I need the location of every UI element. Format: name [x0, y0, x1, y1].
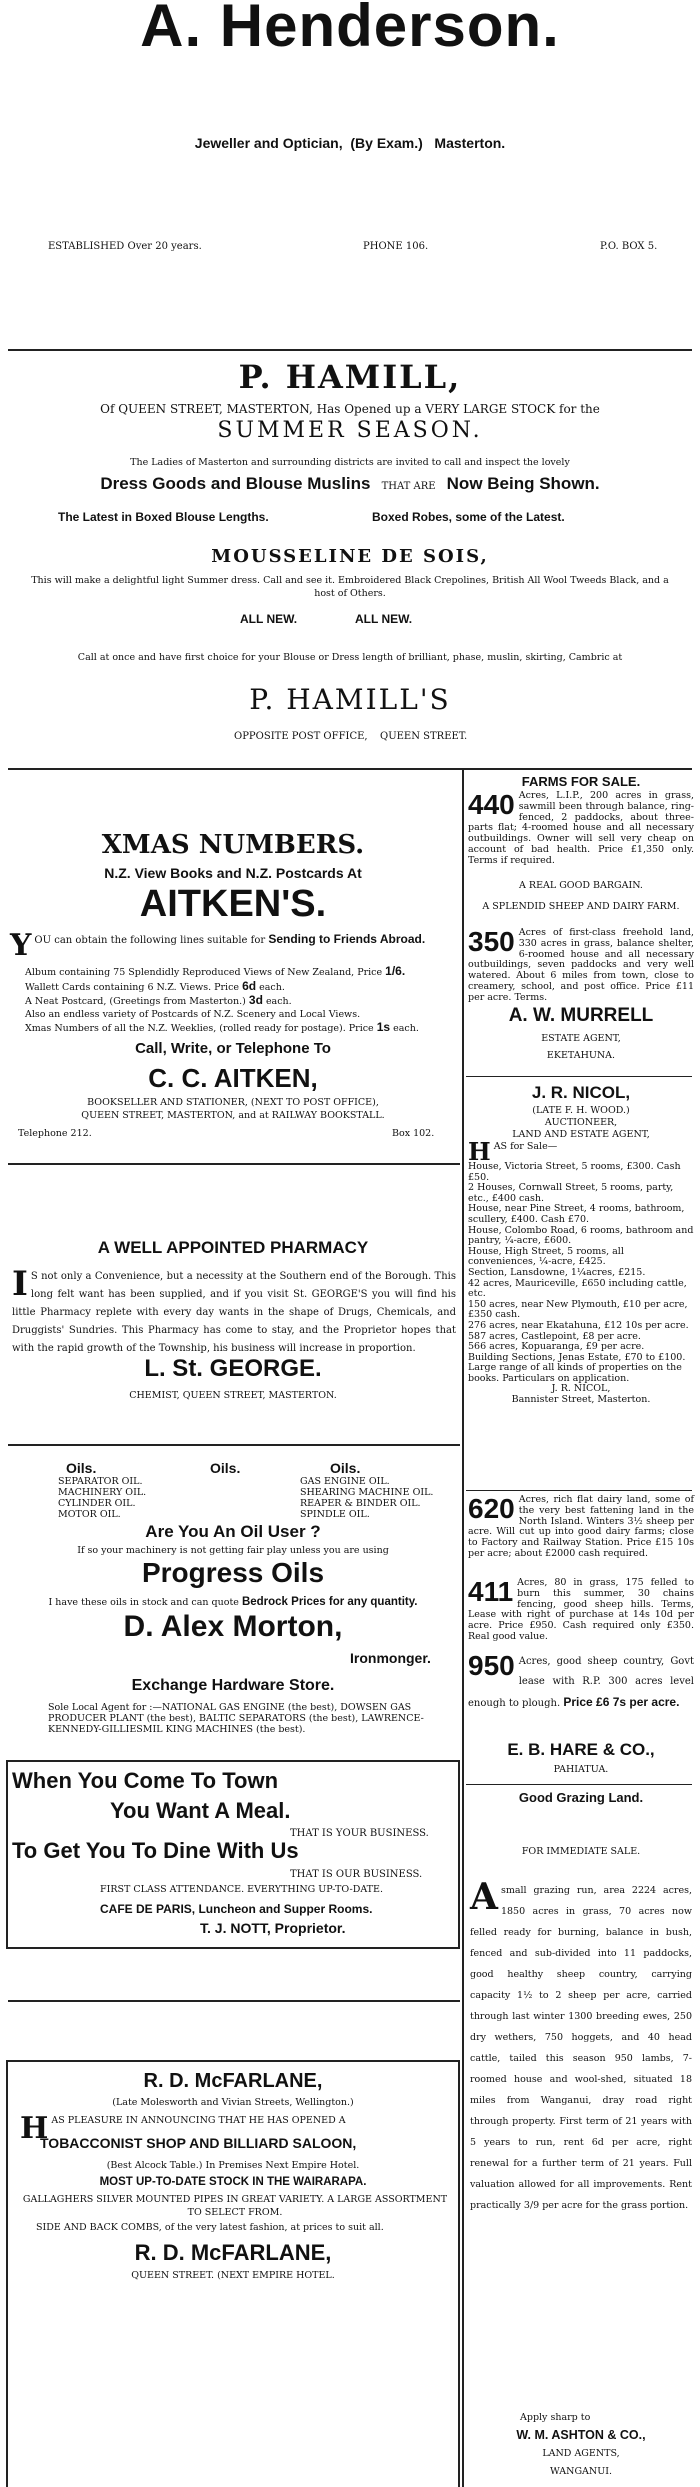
hare-n1: 620: [468, 1493, 515, 1524]
mcfarlane-late: (Late Molesworth and Vivian Streets, Wellington.): [112, 2097, 354, 2108]
ashton-heading: Good Grazing Land.: [518, 1790, 644, 1805]
henderson-name: A. Henderson.: [140, 0, 560, 59]
hamill-mousseline: MOUSSELINE DE SOIS,: [211, 546, 489, 567]
hare-n3: 950: [468, 1650, 515, 1681]
aitken-l3b: 3d: [248, 993, 263, 1007]
divider: [466, 1490, 692, 1491]
murrell-n1: 440: [468, 789, 515, 820]
murrell-t1: Acres, L.I.P., 200 acres in grass, sawmill been through balance, ring-fenced, 2 paddocks, about three-parts flat; 4-roomed house and all necessary outbuildings. Owner will sell very cheap on account of bad health. Price £1,350 only. Terms if required.: [468, 790, 694, 866]
aitken-intro-a: OU can obtain the following lines suitable for: [34, 935, 266, 946]
mcfarlane-name: R. D. McFARLANE,: [143, 2070, 323, 2092]
ashton-name: W. M. ASHTON & CO.,: [516, 2428, 646, 2442]
hare-t1: Acres, rich flat dairy land, some of the very best fattening land in the North Island. Winters 3½ sheep per acre. Will cut up into good dairy farms; close to Factory and Railway Station. Price £15 10s per acre; about £2000 cash required.: [468, 1494, 694, 1559]
murrell-listing-2: [468, 928, 694, 1004]
hamill-name: P. HAMILL,: [238, 358, 462, 396]
murrell-name: A. W. MURRELL: [508, 1005, 654, 1026]
murrell-listing-1: [468, 791, 694, 867]
ashton-sale: FOR IMMEDIATE SALE.: [521, 1846, 641, 1857]
mcfarlane-stock: MOST UP-TO-DATE STOCK IN THE WAIRARAPA.: [99, 2176, 367, 2188]
murrell-t2: Acres of first-class freehold land, 330 acres in grass, balance shelter, 6-roomed house and all necessary outbuildings, seven paddocks and very well watered. About 6 miles from town, close to creamery, school, and post office. Price £11 per acre. Terms.: [468, 927, 694, 1003]
list-item: House, High Street, 5 rooms, all conveniences, ¼-acre, £425.: [468, 1245, 624, 1268]
nott-l8: T. J. NOTT, Proprietor.: [200, 1920, 346, 1936]
hamill-latest-b: Boxed Robes, some of the Latest.: [372, 510, 565, 524]
list-item: Section, Lansdowne, 1¼acres, £215.: [468, 1266, 646, 1278]
murrell-heading: FARMS FOR SALE.: [521, 774, 641, 789]
divider: [8, 768, 692, 770]
aitken-l5a: Xmas Numbers of all the N.Z. Weeklies, (rolled ready for postage). Price: [25, 1023, 374, 1034]
mcfarlane-shop: TOBACCONIST SHOP AND BILLIARD SALOON,: [40, 2135, 357, 2151]
ashton-body: small grazing run, area 2224 acres, 1850 acres in grass, 70 acres now felled ready for burning, balance in bush, fenced and sub-divided into 11 paddocks, good healthy sheep country, carrying capacity 1½ to 2 sheep per acre, carried through last winter 1300 breeding ewes, 250 dry wethers, 750 hoggets, and 40 head cattle, tailed this season 950 lambs, 7-roomed house and wool-shed, situated 18 miles from Wanganui, dray road right through property. First term of 21 years with 5 years to run, rent 6d per acre, right renewal for a further term of 21 years. Full valuation allowed for all improvements. Rent practically 3/9 per acre for the grass portion.: [470, 1885, 692, 2211]
list-item: Building Sections, Jenas Estate, £70 to £100.: [468, 1351, 686, 1363]
aitken-l2b: 6d: [242, 978, 257, 993]
divider: [8, 1444, 460, 1446]
nott-l4: To Get You To Dine With Us: [12, 1838, 299, 1863]
oil-item: MACHINERY OIL.: [58, 1487, 147, 1498]
list-item: 276 acres, near Ekatahuna, £12 10s per acre.: [468, 1319, 689, 1331]
aitken-call: Call, Write, or Telephone To: [135, 1040, 331, 1057]
aitken-heading: XMAS NUMBERS.: [101, 830, 365, 860]
hamill-allnew-a: ALL NEW.: [240, 612, 298, 626]
divider: [8, 349, 692, 351]
nott-l7: CAFE DE PARIS, Luncheon and Supper Rooms.: [100, 1902, 373, 1916]
oil-item: GAS ENGINE OIL.: [300, 1476, 390, 1487]
nicol-dropcap: H: [468, 1137, 491, 1166]
nicol-intro: AS for Sale—: [493, 1141, 558, 1152]
hamill-address-b: QUEEN STREET.: [380, 731, 468, 742]
nott-l1: When You Come To Town: [12, 1768, 279, 1793]
hamill-dress-b: THAT ARE: [381, 481, 436, 492]
oil-item: MOTOR OIL.: [58, 1509, 121, 1520]
aitken-l3a: A Neat Postcard, (Greetings from Masterton.): [25, 996, 246, 1007]
aitken-lines: [25, 965, 455, 1036]
list-item: 2 Houses, Cornwall Street, 5 rooms, party, etc., £400 cash.: [468, 1182, 674, 1204]
nott-l5: THAT IS OUR BUSINESS.: [290, 1869, 423, 1880]
pharmacy-body-block: [12, 1264, 456, 1358]
hare-listing-1: [468, 1495, 694, 1560]
hare-n2: 411: [468, 1576, 514, 1607]
hamill-line4: Call at once and have first choice for your Blouse or Dress length of brilliant, phase, muslin, skirting, Cambric at: [77, 652, 623, 663]
mcfarlane-intro: AS PLEASURE IN ANNOUNCING THAT HE HAS OPENED A: [51, 2115, 346, 2126]
aitken-name: AITKEN'S.: [139, 883, 327, 925]
divider: [466, 1784, 692, 1785]
oil-item: SHEARING MACHINE OIL.: [300, 1487, 434, 1498]
nott-l2: You Want A Meal.: [110, 1798, 291, 1823]
oil-item: REAPER & BINDER OIL.: [300, 1498, 421, 1509]
oils-stock-a: I have these oils in stock and can quote: [48, 1597, 239, 1608]
nott-l3: THAT IS YOUR BUSINESS.: [290, 1828, 429, 1839]
nicol-name: J. R. NICOL,: [531, 1083, 631, 1102]
oil-item: CYLINDER OIL.: [58, 1498, 136, 1509]
aitken-l2a: Wallett Cards containing 6 N.Z. Views. Price: [25, 981, 240, 993]
hamill-season: SUMMER SEASON.: [217, 418, 483, 443]
aitken-tel: Telephone 212.: [18, 1128, 92, 1139]
oils-stock-row: [8, 1596, 458, 1610]
murrell-town: EKETAHUNA.: [546, 1050, 616, 1061]
aitken-l2c: each.: [259, 981, 285, 993]
hamill-address-a: OPPOSITE POST OFFICE,: [234, 731, 368, 742]
nicol-late: (LATE F. H. WOOD.): [532, 1105, 630, 1116]
list-item: House, Colombo Road, 6 rooms, bathroom and pantry, ¼-acre, £600.: [468, 1224, 694, 1247]
hare-listing-3: [468, 1652, 694, 1714]
oils-progress: Progress Oils: [141, 1557, 325, 1588]
henderson-established: ESTABLISHED Over 20 years.: [48, 241, 202, 252]
hamill-latest-a: The Latest in Boxed Blouse Lengths.: [58, 510, 269, 524]
list-item: House, near Pine Street, 4 rooms, bathroom, scullery, £400. Cash £70.: [468, 1203, 685, 1225]
aitken-l3c: each.: [265, 996, 292, 1007]
nott-l6: FIRST CLASS ATTENDANCE. EVERYTHING UP-TO-DATE.: [100, 1884, 383, 1895]
column-divider: [462, 770, 464, 2487]
ashton-apply: Apply sharp to: [520, 2412, 591, 2423]
pharmacy-body: S not only a Convenience, but a necessity at the Southern end of the Borough. This long felt want has been supplied, and if you visit St. GEORGE'S you will find his little Pharmacy replete with every day wants in the shape of Drugs, Chemicals, and Druggists' Sundries. This Pharmacy has come to stay, and the Proprietor hopes that with the rapid growth of the Township, his business will increase in proportion.: [12, 1271, 456, 1354]
hare-t3b: Price £6 7s per acre.: [563, 1695, 680, 1709]
hare-t3: Acres, good sheep country, Govt lease with R.P. 300 acres level enough to plough.: [468, 1656, 694, 1709]
aitken-sub: N.Z. View Books and N.Z. Postcards At: [104, 865, 362, 881]
hare-town: PAHIATUA.: [553, 1764, 609, 1775]
mcfarlane-dropcap: H: [20, 2111, 49, 2146]
oil-item: SEPARATOR OIL.: [58, 1476, 143, 1487]
hamill-line1: Of QUEEN STREET, MASTERTON, Has Opened up a VERY LARGE STOCK for the: [100, 402, 600, 416]
hamill-line2: The Ladies of Masterton and surrounding districts are invited to call and inspect the lovely: [130, 457, 570, 468]
aitken-l5c: each.: [393, 1023, 419, 1034]
hare-name: E. B. HARE & CO.,: [507, 1740, 655, 1759]
nicol-sign: J. R. NICOL,: [551, 1383, 611, 1395]
hamill-allnew-b: ALL NEW.: [355, 612, 413, 626]
oils-store: Exchange Hardware Store.: [131, 1677, 335, 1694]
ashton-town: WANGANUI.: [549, 2466, 612, 2477]
hare-listing-2: [468, 1578, 694, 1643]
oils-q-sub: If so your machinery is not getting fair play unless you are using: [77, 1545, 389, 1556]
nicol-listings: [468, 1137, 694, 1406]
mcfarlane-name2: R. D. McFARLANE,: [134, 2240, 332, 2265]
oils-h1: Oils.: [66, 1460, 97, 1476]
henderson-phone: PHONE 106.: [363, 241, 429, 252]
murrell-title: ESTATE AGENT,: [541, 1033, 621, 1044]
murrell-dairy: A SPLENDID SHEEP AND DAIRY FARM.: [482, 901, 680, 912]
hare-t2: Acres, 80 in grass, 175 felled to burn this summer, 30 chains fencing, good sheep hills. Terms, Lease with right of purchase at 14s 10d per acre. Price £950. Cash required only £350. Real good value.: [468, 1577, 694, 1642]
pharmacy-name: L. St. GEORGE.: [144, 1355, 322, 1382]
ashton-dropcap: A: [470, 1876, 498, 1918]
aitken-l1a: Album containing 75 Splendidly Reproduced Views of New Zealand, Price: [25, 967, 383, 978]
oil-item: SPINDLE OIL.: [300, 1509, 370, 1520]
oils-question: Are You An Oil User ?: [145, 1522, 321, 1541]
list-item: 587 acres, Castlepoint, £8 per acre.: [468, 1330, 641, 1342]
oils-name: D. Alex Morton,: [123, 1610, 343, 1643]
mcfarlane-combs: SIDE AND BACK COMBS, of the very latest fashion, at prices to suit all.: [36, 2222, 384, 2233]
divider: [8, 1163, 460, 1165]
henderson-tagline: Jeweller and Optician, (By Exam.) Masterton.: [194, 135, 506, 151]
aitken-name2: C. C. AITKEN,: [148, 1063, 318, 1093]
nicol-role2: LAND AND ESTATE AGENT,: [512, 1129, 650, 1140]
oils-h3: Oils.: [330, 1460, 361, 1476]
oils-stock-b: Bedrock Prices for any quantity.: [241, 1596, 418, 1608]
oils-agent: Sole Local Agent for :—NATIONAL GAS ENGINE (the best), DOWSEN GAS PRODUCER PLANT (the best), BALTIC SEPARATORS (the best), LAWRENCE-KENNEDY-GILLIESMIL KING MACHINES (the best).: [48, 1702, 424, 1735]
aitken-addr1: BOOKSELLER AND STATIONER, (NEXT TO POST OFFICE),: [87, 1097, 379, 1108]
hamill-dress-a: Dress Goods and Blouse Muslins: [100, 474, 371, 493]
hamill-dress-c: Now Being Shown.: [446, 474, 600, 493]
pharmacy-heading: A WELL APPOINTED PHARMACY: [97, 1238, 369, 1257]
murrell-bargain: A REAL GOOD BARGAIN.: [519, 880, 643, 891]
ashton-role: LAND AGENTS,: [542, 2448, 620, 2459]
aitken-l1b: 1/6.: [385, 964, 406, 978]
divider: [466, 1076, 692, 1077]
list-item: 150 acres, near New Plymouth, £10 per acre, £350 cash.: [468, 1298, 688, 1321]
hamill-name2: P. HAMILL'S: [249, 683, 451, 716]
murrell-n2: 350: [468, 926, 515, 957]
aitken-box: Box 102.: [392, 1128, 435, 1139]
aitken-addr2: QUEEN STREET, MASTERTON, and at RAILWAY BOOKSTALL.: [81, 1110, 385, 1121]
hamill-line3: This will make a delightful light Summer dress. Call and see it. Embroidered Black Crepolines, British All Wool Tweeds Black, and a host of Others.: [31, 575, 669, 599]
mcfarlane-premises: (Best Alcock Table.) In Premises Next Empire Hotel.: [106, 2160, 360, 2171]
nicol-addr: Bannister Street, Masterton.: [511, 1394, 651, 1406]
list-item: 566 acres, Kopuaranga, £9 per acre.: [468, 1341, 645, 1353]
hamill-dress-row: [0, 474, 700, 494]
aitken-intro: [10, 928, 458, 963]
list-item: Large range of all kinds of properties on the books. Particulars on application.: [468, 1362, 682, 1384]
oils-trade: Ironmonger.: [350, 1650, 431, 1666]
oils-h2: Oils.: [210, 1460, 241, 1476]
oils-left-list: [58, 1476, 146, 1520]
mcfarlane-addr: QUEEN STREET. (NEXT EMPIRE HOTEL.: [131, 2270, 335, 2281]
aitken-dropcap: Y: [10, 928, 32, 963]
nicol-role1: AUCTIONEER,: [544, 1117, 618, 1128]
pharmacy-addr: CHEMIST, QUEEN STREET, MASTERTON.: [129, 1390, 337, 1401]
list-item: 42 acres, Mauriceville, £650 including cattle, etc.: [468, 1277, 687, 1300]
henderson-pobox: P.O. BOX 5.: [600, 241, 658, 252]
ashton-body-block: [470, 1876, 692, 2216]
oils-right-list: [300, 1476, 433, 1520]
pharmacy-dropcap: I: [12, 1264, 28, 1304]
aitken-l4: Also an endless variety of Postcards of N.Z. Scenery and Local Views.: [25, 1008, 361, 1020]
divider: [8, 2000, 460, 2002]
mcfarlane-pipes: GALLAGHERS SILVER MOUNTED PIPES IN GREAT VARIETY. A LARGE ASSORTMENT TO SELECT FROM.: [22, 2194, 448, 2218]
aitken-l5b: 1s: [376, 1020, 391, 1034]
aitken-intro-b: Sending to Friends Abroad.: [268, 932, 426, 946]
list-item: House, Victoria Street, 5 rooms, £300. Cash £50.: [468, 1161, 681, 1183]
